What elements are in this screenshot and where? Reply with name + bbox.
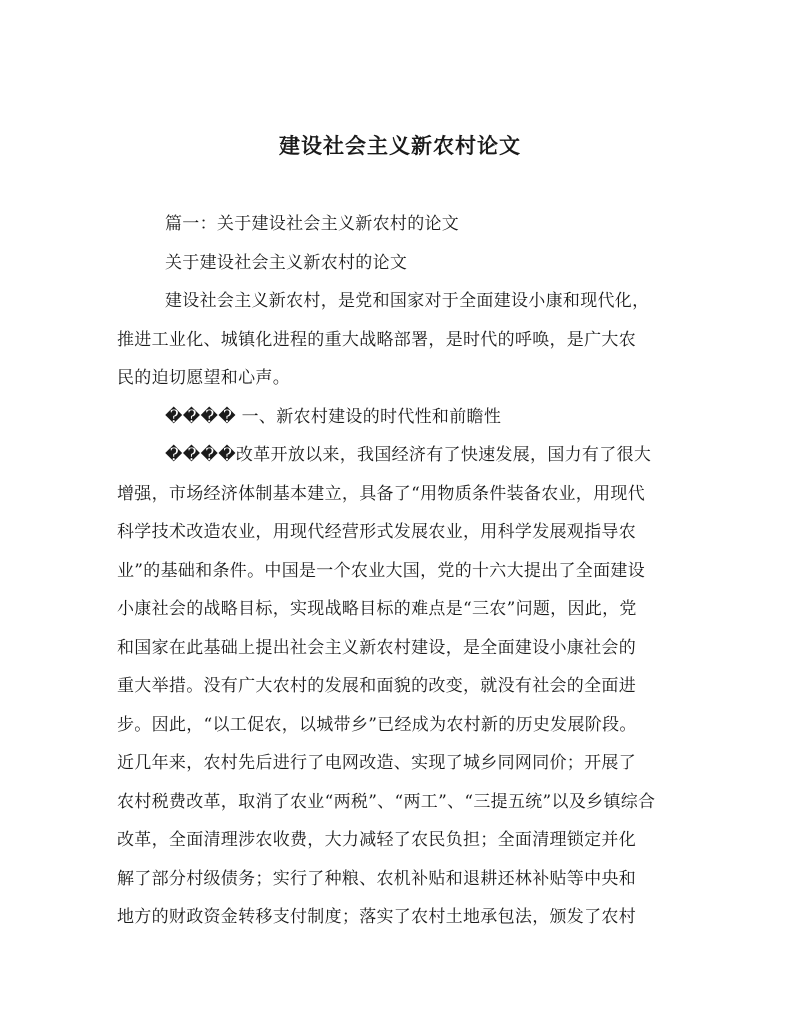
paragraph-line: 增强，市场经济体制基本建立，具备了“用物质条件装备农业，用现代	[117, 483, 645, 504]
paragraph-line: 农村税费改革，取消了农业“两税”、“两工”、“三提五统”以及乡镇综合	[117, 791, 656, 812]
document-body	[117, 205, 683, 937]
paragraph-line: 小康社会的战略目标，实现战略目标的难点是“三农”问题，因此，党	[117, 599, 637, 619]
paragraph-line: 改革，全面清理涉农收费，大力减轻了农民负担；全面清理锁定并化	[117, 830, 636, 850]
paragraph-line: 建设社会主义新农村，是党和国家对于全面建设小康和现代化，	[165, 291, 650, 311]
paragraph-line: 科学技术改造农业，用现代经营形式发展农业，用科学发展观指导农	[117, 522, 636, 542]
section-heading: 篇一：关于建设社会主义新农村的论文	[165, 214, 460, 234]
paragraph-line: 近几年来，农村先后进行了电网改造、实现了城乡同网同价；开展了	[117, 753, 636, 773]
section-heading: ���� 一、新农村建设的时代性和前瞻性	[165, 406, 502, 427]
paragraph-line: 推进工业化、城镇化进程的重大战略部署，是时代的呼唤，是广大农	[117, 329, 636, 350]
subtitle: 关于建设社会主义新农村的论文	[165, 252, 408, 273]
paragraph-line: 解了部分村级债务；实行了种粮、农机补贴和退耕还林补贴等中央和	[117, 868, 636, 889]
paragraph-line: 重大举措。没有广大农村的发展和面貌的改变，就没有社会的全面进	[117, 676, 636, 696]
paragraph-line: 步。因此，“以工促农，以城带乡”已经成为农村新的历史发展阶段。	[117, 714, 637, 735]
paragraph-line: 和国家在此基础上提出社会主义新农村建设，是全面建设小康社会的	[117, 637, 636, 658]
paragraph-line: 地方的财政资金转移支付制度；落实了农村土地承包法，颁发了农村	[117, 907, 636, 927]
paragraph-line: 民的迫切愿望和心声。	[117, 368, 290, 388]
paragraph-line: 业”的基础和条件。中国是一个农业大国，党的十六大提出了全面建设	[117, 560, 645, 581]
paragraph-line: ����改革开放以来，我国经济有了快速发展，国力有了很大	[165, 445, 652, 465]
document-title: 建设社会主义新农村论文	[279, 134, 521, 158]
